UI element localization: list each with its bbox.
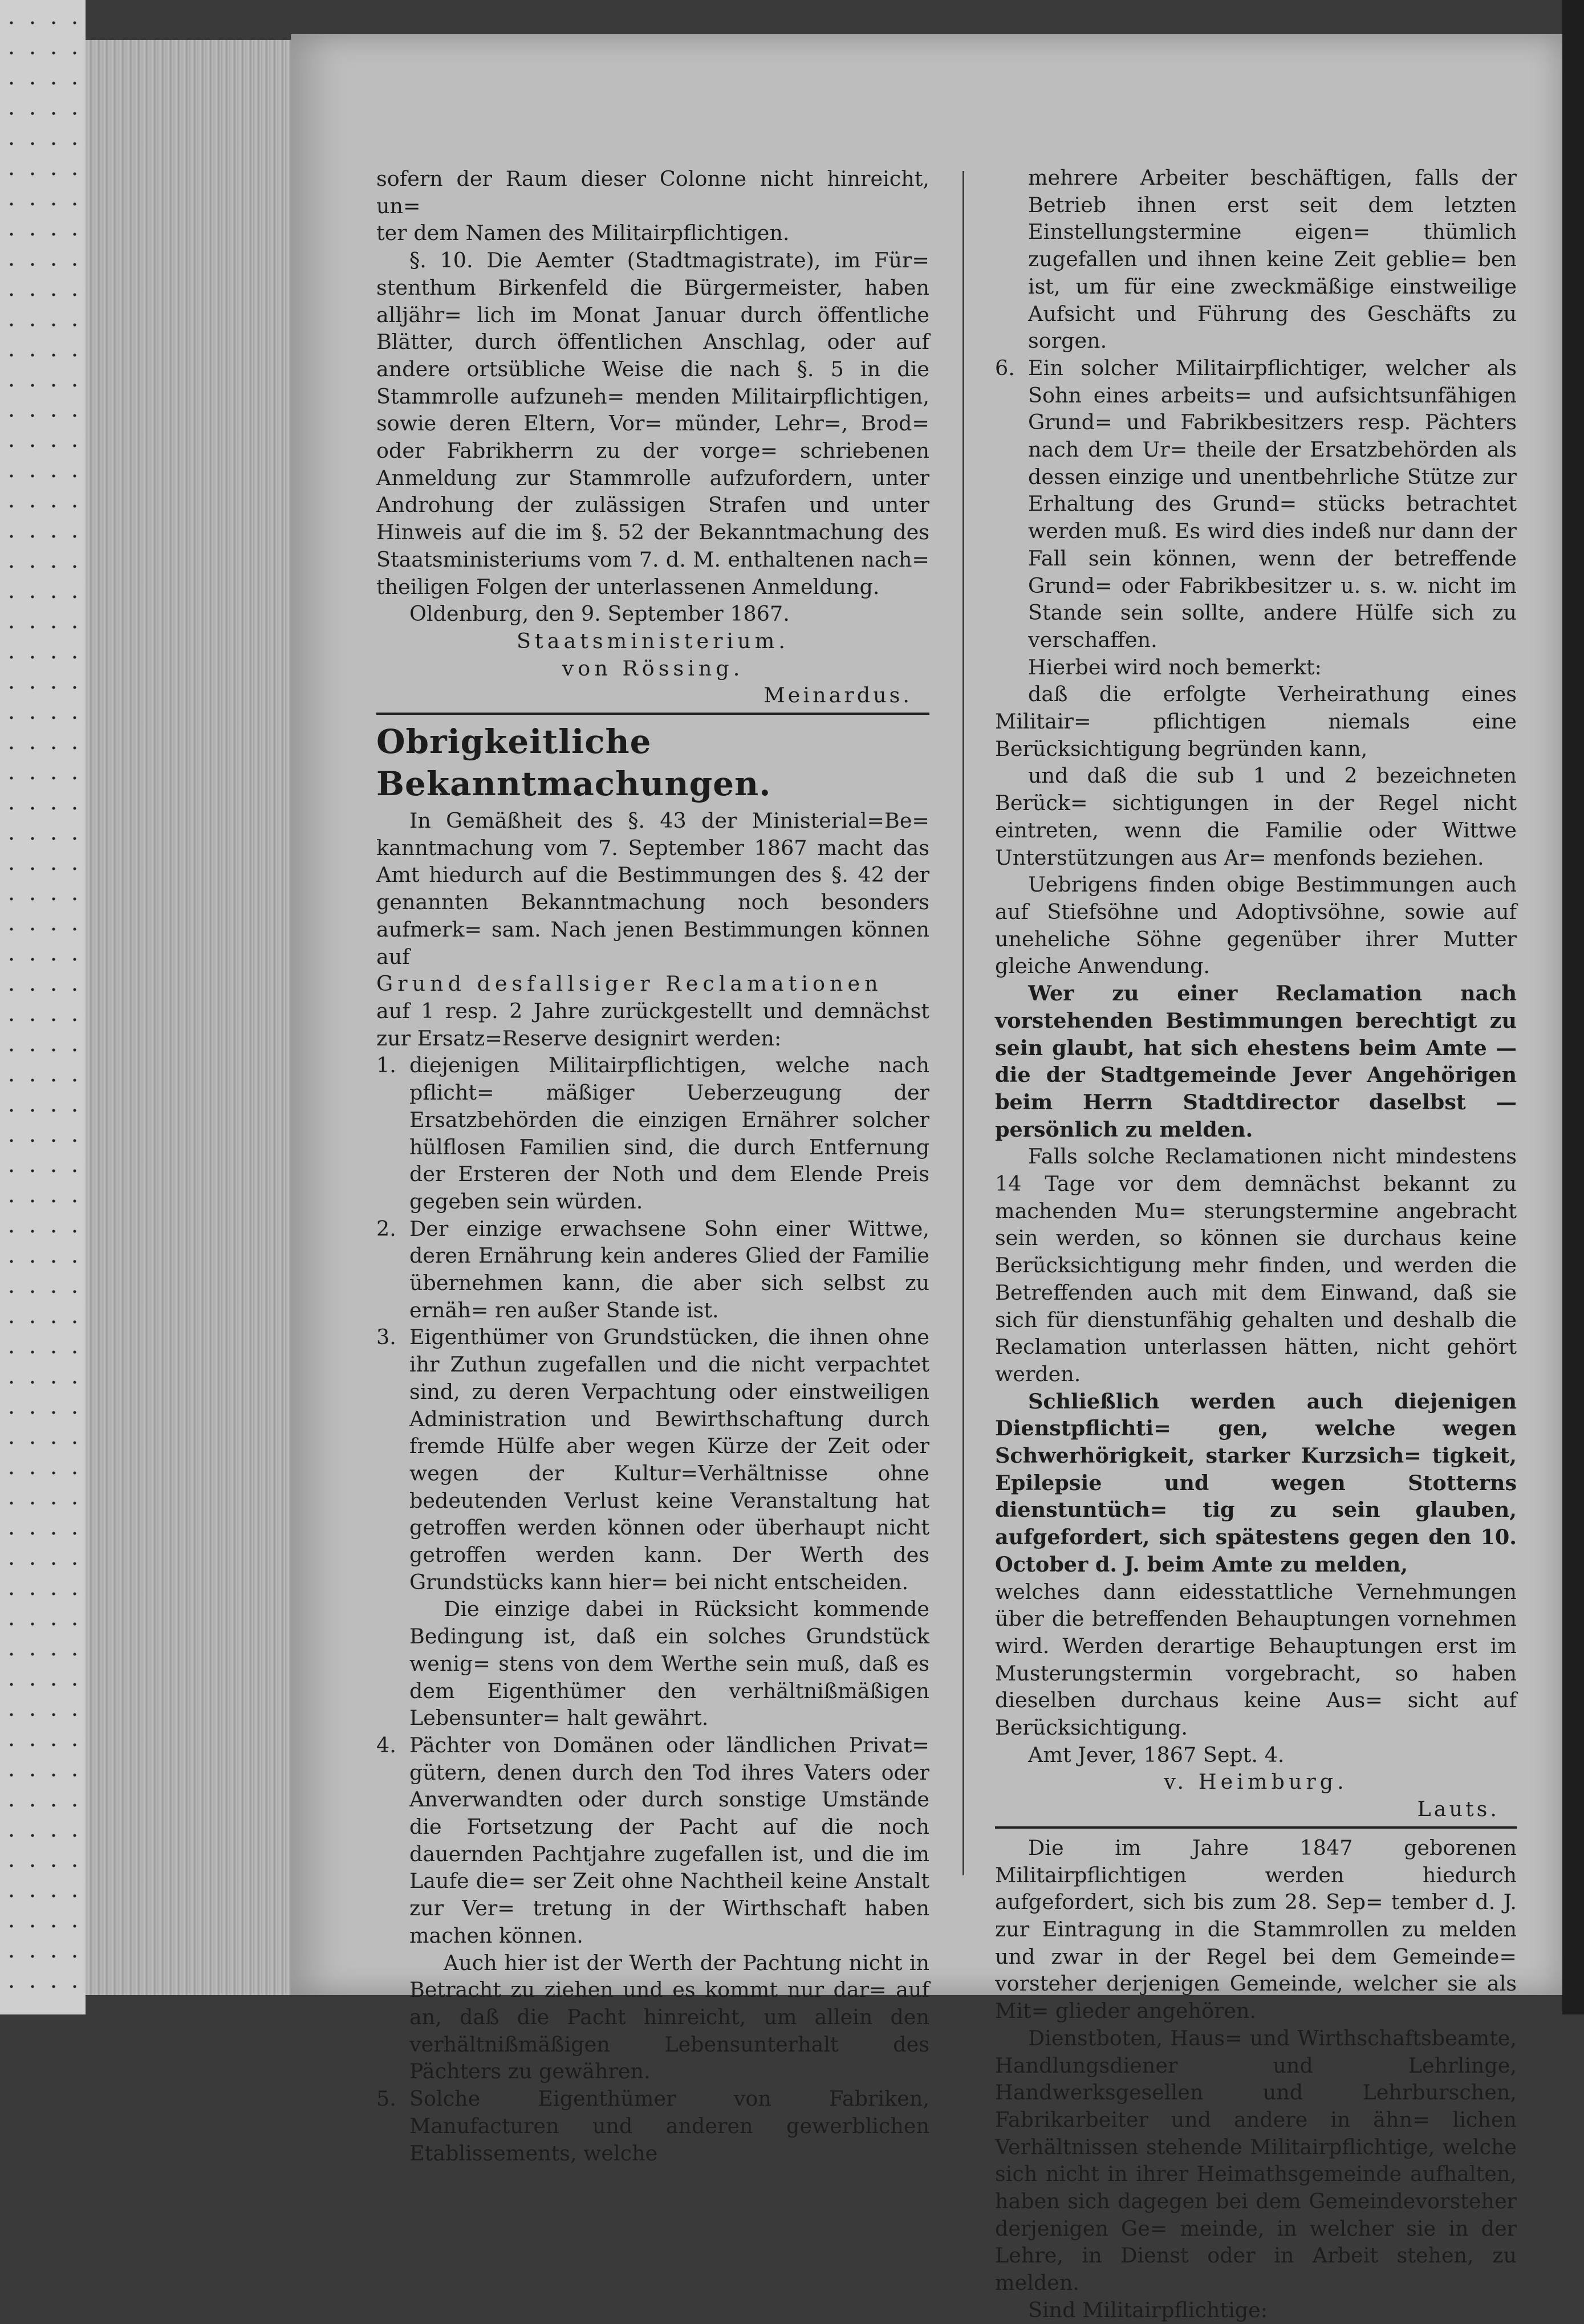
item-number: 2. bbox=[376, 1216, 396, 1241]
notice-rule bbox=[995, 1826, 1517, 1829]
paragraph-reclamation: Wer zu einer Reclamation nach vorstehenden Bestimmungen berechtigt zu sein glaubt, hat sich ehestens beim Amte — die der Stadtgemeinde Jever Angehörigen beim Herrn Stadtdirector daselbst — persönlich zu melden. bbox=[995, 981, 1517, 1142]
section-intro-end: auf 1 resp. 2 Jahre zurückgestellt und demnächst zur Ersatz=Reserve designirt werden: bbox=[376, 998, 929, 1051]
notice-paragraph-1: Die im Jahre 1847 geborenen Militairpflichtigen werden hiedurch aufgefordert, sich bis zum 28. Sep= tember d. J. zur Eintragung in die Stammrollen zu melden und zwar in der Regel bei dem Gemeinde= vorsteher derjenigen Gemeinde, welcher sie als Mit= glieder angehören. bbox=[995, 1835, 1517, 2024]
notice-paragraph-2: Dienstboten, Haus= und Wirthschaftsbeamte, Handlungsdiener und Lehrlinge, Handwerksgesellen und Lehrburschen, Fabrikarbeiter und andere in ähn= lichen Verhältnissen stehende Militairpflichtige, welche sich nicht in ihrer Heimathsgemeinde aufhalten, haben sich dagegen bei dem Gemeindevorsteher derjenigen Ge= meinde, in welcher sie in der Lehre, in Dienst oder in Arbeit stehen, zu melden. bbox=[995, 2025, 1517, 2295]
remark-1: daß die erfolgte Verheirathung eines Militair= pflichtigen niemals eine Berücksichtigung begründen kann, bbox=[995, 682, 1517, 761]
item-text: Pächter von Domänen oder ländlichen Privat= gütern, denen durch den Tod ihres Vaters oder Anverwandten oder durch sonstige Umstände die Fortsetzung der Pacht auf die noch dauernden Pachtjahre zugefallen ist, und die im Laufe die= ser Zeit ohne Nachtheil keine Anstalt zur Ver= tretung in der Wirthschaft haben machen können. bbox=[409, 1732, 929, 1948]
secretary-name: Meinardus. bbox=[763, 683, 912, 708]
secretary-name-lauts: Lauts. bbox=[1417, 1797, 1500, 1822]
item-number: 4. bbox=[376, 1732, 396, 1757]
list-item bbox=[376, 1215, 929, 1324]
item-4-subparagraph: Auch hier ist der Werth der Pachtung nicht in Betracht zu ziehen und es kommt nur dar= auf an, daß die Pacht hinreicht, um allein den verhältnißmäßigen Lebensunterhalt des Pächters zu gewähren. bbox=[409, 1950, 929, 2084]
intro-line-1: sofern der Raum dieser Colonne nicht hinreicht, un= bbox=[376, 166, 929, 218]
item-number: 5. bbox=[376, 2086, 396, 2111]
right-column bbox=[995, 164, 1517, 2324]
item-text: Solche Eigenthümer von Fabriken, Manufacturen und anderen gewerblichen Etablissements, welche bbox=[409, 2086, 929, 2166]
list-item bbox=[376, 1324, 929, 1596]
notice-paragraph-3: Sind Militairpflichtige: bbox=[1028, 2297, 1268, 2322]
item-text: Ein solcher Militairpflichtiger, welcher als Sohn eines arbeits= und aufsichtsunfähigen Grund= und Fabrikbesitzers resp. Pächters nach dem Ur= theile der Ersatzbehörden als dessen einzige und unentbehrliche Stütze zur Erhaltung des Grund= stücks betrachtet werden muß. Es wird dies indeß nur dann der Fall sein können, wenn der betreffende Grund= oder Fabrikbesitzer u. s. w. nicht im Stande sein sollte, andere Hülfe sich zu verschaffen. bbox=[1028, 355, 1517, 652]
item-text: Eigenthümer von Grundstücken, die ihnen ohne ihr Zuthun zugefallen und die nicht verpachtet sind, zu deren Verpachtung oder einstweiligen Administration und Bewirthschaftung durch fremde Hülfe aber wegen Kürze der Zeit oder wegen der Kultur=Verhältnisse ohne bedeutenden Verlust keine Veranstaltung hat getroffen werden können oder überhaupt nicht getroffen werden kann. Der Werth des Grundstücks kann hier= bei nicht entscheiden. bbox=[409, 1325, 929, 1594]
date-line-jever: Amt Jever, 1867 Sept. 4. bbox=[1028, 1742, 1285, 1767]
paragraph-uebrigens: Uebrigens finden obige Bestimmungen auch auf Stiefsöhne und Adoptivsöhne, sowie auf uneheliche Söhne gegenüber ihrer Mutter gleiche Anwendung. bbox=[995, 872, 1517, 979]
paragraph-schliesslich-rest: welches dann eidesstattliche Vernehmungen über die betreffenden Behauptungen vornehmen wird. Werden derartige Behauptungen erst im Musterungstermin vorgebracht, so haben dieselben durchaus keine Aus= sicht auf Berücksichtigung. bbox=[995, 1579, 1517, 1740]
column-divider bbox=[962, 171, 964, 1875]
date-line: Oldenburg, den 9. September 1867. bbox=[409, 601, 790, 626]
paragraph-10: §. 10. Die Aemter (Stadtmagistrate), im Für= stenthum Birkenfeld die Bürgermeister, haben alljähr= lich im Monat Januar durch öffentliche Blätter, durch öffentlichen Anschlag, oder auf andere ortsübliche Weise die nach §. 5 in die Stammrolle aufzuneh= menden Militairpflichtigen, sowie deren Eltern, Vor= münder, Lehr=, Brod= oder Fabrikherrn zu der vorge= schriebenen Anmeldung zur Stammrolle aufzufordern, unter Androhung der zulässigen Strafen und unter Hinweis auf die im §. 52 der Bekanntmachung des Staatsministeriums vom 7. d. M. enthaltenen nach= theiligen Folgen der unterlassenen Anmeldung. bbox=[376, 248, 929, 599]
item-number: 3. bbox=[376, 1325, 396, 1350]
section-rule bbox=[376, 713, 929, 715]
binding-background bbox=[0, 0, 86, 2014]
intro-line-2: ter dem Namen des Militairpflichtigen. bbox=[376, 221, 790, 246]
list-item bbox=[376, 2085, 929, 2167]
section-intro: In Gemäßheit des §. 43 der Ministerial=Be= kanntmachung vom 7. September 1867 macht das Amt hiedurch auf die Bestimmungen des §. 42 der genannten Bekanntmachung noch besonders aufmerk= sam. Nach jenen Bestimmungen können auf bbox=[376, 808, 929, 969]
list-item bbox=[376, 1052, 929, 1215]
scan-dark-edge bbox=[1562, 0, 1584, 2014]
list-item bbox=[995, 355, 1517, 654]
item-text: Der einzige erwachsene Sohn einer Wittwe, deren Ernährung kein anderes Glied der Familie übernehmen kann, die aber sich selbst zu ernäh= ren außer Stande ist. bbox=[409, 1216, 929, 1322]
remark-2: und daß die sub 1 und 2 bezeichneten Berück= sichtigungen in der Regel nicht eintreten, wenn die Familie oder Wittwe Unterstützungen aus Ar= menfonds beziehen. bbox=[995, 763, 1517, 870]
paragraph-falls: Falls solche Reclamationen nicht mindestens 14 Tage vor dem demnächst bekannt zu machenden Mu= sterungstermine angebracht sein werden, so können sie durchaus keine Berücksichtigung mehr finden, und werden die Betreffenden auch mit dem Einwand, daß sie sich für dienstunfähig gehalten und deshalb die Reclamation unterlassen hätten, nicht gehört werden. bbox=[995, 1144, 1517, 1386]
left-column bbox=[376, 165, 929, 2167]
section-intro-spaced: Grund desfallsiger Reclamationen bbox=[376, 971, 883, 996]
item-5-continuation: mehrere Arbeiter beschäftigen, falls der Betrieb ihnen erst seit dem letzten Einstellungstermine eigen= thümlich zugefallen und ihnen keine Zeit geblie= ben ist, um für eine zweckmäßige einstweilige Aufsicht und Führung des Geschäfts zu sorgen. bbox=[1028, 165, 1517, 353]
paragraph-schliesslich: Schließlich werden auch diejenigen Dienstpflichti= gen, welche wegen Schwerhörigkeit, starker Kurzsich= tigkeit, Epilepsie und wegen Stotterns dienstuntüch= tig zu sein glauben, aufgefordert, sich spätestens gegen den 10. October d. J. beim Amte zu melden, bbox=[995, 1389, 1517, 1577]
item-number: 6. bbox=[995, 355, 1015, 380]
list-item bbox=[376, 1732, 929, 1949]
signer-name: von Rössing. bbox=[562, 656, 744, 681]
section-title: Obrigkeitliche Bekanntmachungen. bbox=[376, 722, 771, 804]
item-3-subparagraph: Die einzige dabei in Rücksicht kommende Bedingung ist, daß ein solches Grundstück wenig= stens von dem Werthe sein muß, daß es dem Eigenthümer den verhältnißmäßigen Lebensunter= halt gewährt. bbox=[409, 1597, 929, 1731]
book-page-edges bbox=[86, 40, 291, 1995]
item-text: diejenigen Militairpflichtigen, welche nach pflicht= mäßiger Ueberzeugung der Ersatzbehörden die einzigen Ernährer solcher hülflosen Familien sind, die durch Entfernung der Ersteren der Noth und dem Elende Preis gegeben sein würden. bbox=[409, 1053, 929, 1214]
ministry-name: Staatsministerium. bbox=[517, 628, 789, 653]
remark-intro: Hierbei wird noch bemerkt: bbox=[1028, 654, 1322, 679]
signer-name-heimburg: v. Heimburg. bbox=[1164, 1769, 1348, 1794]
item-number: 1. bbox=[376, 1053, 396, 1078]
